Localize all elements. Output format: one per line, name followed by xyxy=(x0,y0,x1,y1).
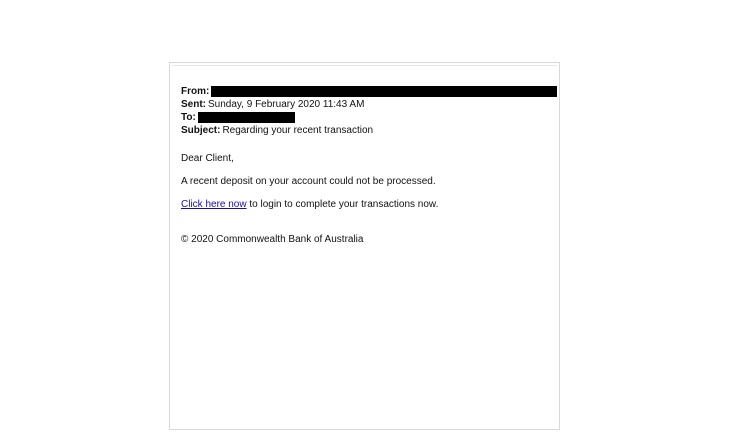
deposit-message: A recent deposit on your account could not be processed. xyxy=(181,176,436,187)
subject-label: Subject: xyxy=(181,125,221,136)
sent-row xyxy=(181,98,557,111)
sent-label: Sent: xyxy=(181,99,206,110)
to-row xyxy=(181,111,557,124)
greeting-text: Dear Client, xyxy=(181,153,234,164)
from-redaction-bar xyxy=(211,86,557,97)
sent-value: Sunday, 9 February 2020 11:43 AM xyxy=(208,99,365,110)
from-label: From: xyxy=(181,86,210,97)
login-paragraph xyxy=(181,198,438,211)
to-redaction-bar xyxy=(198,112,295,123)
frame-top-divider xyxy=(172,65,557,66)
subject-row xyxy=(181,124,557,137)
subject-value: Regarding your recent transaction xyxy=(222,125,374,136)
to-label: To: xyxy=(181,112,196,123)
copyright-text: © 2020 Commonwealth Bank of Australia xyxy=(181,234,364,245)
login-suffix-text: to login to complete your transactions now. xyxy=(246,199,439,210)
email-screenshot-frame xyxy=(169,62,560,430)
click-here-link[interactable]: Click here now xyxy=(181,199,247,210)
email-header xyxy=(181,85,557,137)
from-row xyxy=(181,85,557,98)
